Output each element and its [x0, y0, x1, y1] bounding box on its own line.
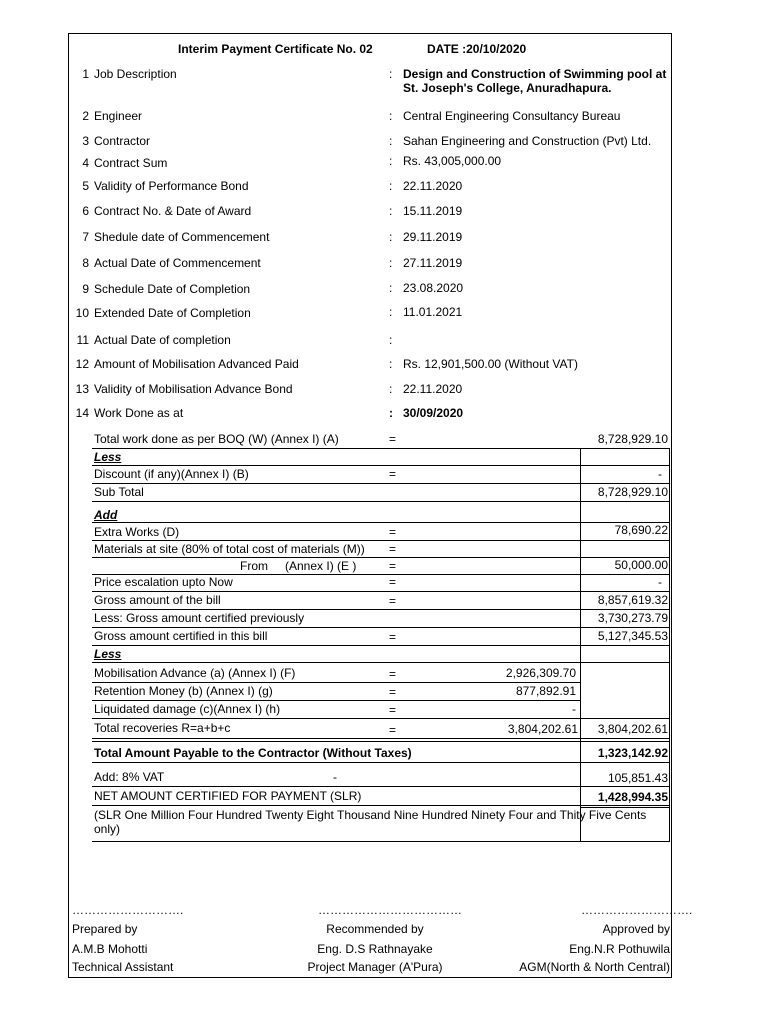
- item-value: Rs. 12,901,500.00 (Without VAT): [403, 357, 578, 371]
- gross-amount-value: 8,857,619.32: [597, 593, 668, 607]
- item-number: 11: [76, 333, 89, 347]
- equals-sign: =: [389, 467, 397, 481]
- item-colon: :: [389, 305, 393, 319]
- add-heading: Add: [94, 508, 118, 522]
- divider: [92, 645, 670, 646]
- item-number: 12: [75, 357, 89, 371]
- item-number: 8: [82, 256, 89, 270]
- item-colon: :: [389, 67, 393, 81]
- extra-works-value: 78,690.22: [614, 523, 668, 537]
- item-label: Contractor: [94, 134, 151, 148]
- less-heading: Less: [94, 450, 122, 464]
- item-label: Validity of Mobilisation Advance Bond: [94, 382, 293, 396]
- recoveries-value-2: 3,804,202.61: [597, 722, 668, 736]
- item-colon: :: [389, 406, 393, 420]
- item-label: Work Done as at: [94, 406, 184, 420]
- item-value: 15.11.2019: [403, 204, 463, 218]
- equals-sign: =: [389, 685, 397, 699]
- signature-line: ………………………………: [318, 903, 462, 917]
- certificate-date: DATE :20/10/2020: [427, 42, 527, 56]
- item-number: 6: [82, 204, 89, 218]
- discount-value: -: [658, 467, 662, 481]
- item-label: Contract No. & Date of Award: [94, 204, 252, 218]
- liquidated-damage-value: -: [572, 702, 576, 716]
- item-value: Sahan Engineering and Construction (Pvt) Ltd.: [403, 134, 652, 148]
- divider: [92, 786, 670, 787]
- amount-in-words: (SLR One Million Four Hundred Twenty Eight Thousand Nine Hundred Ninety Four and Thity Five Cents only): [94, 808, 647, 836]
- approved-by-label: Approved by: [602, 922, 670, 936]
- extra-works-label: Extra Works (D): [94, 525, 180, 539]
- item-colon: :: [389, 281, 393, 295]
- item-label: Contract Sum: [94, 156, 168, 170]
- certificate-frame: [68, 33, 672, 978]
- item-number: 14: [75, 406, 89, 420]
- net-amount-value: 1,428,994.35: [597, 790, 668, 804]
- preparer-title: Technical Assistant: [72, 960, 174, 974]
- subtotal-label: Sub Total: [94, 485, 144, 499]
- item-number: 9: [82, 282, 89, 296]
- equals-sign: =: [389, 723, 397, 737]
- column-border: [669, 448, 670, 841]
- approver-title: AGM(North & North Central): [519, 960, 670, 974]
- item-colon: :: [389, 256, 393, 270]
- item-label: Actual Date of Commencement: [94, 256, 261, 270]
- divider: [92, 540, 670, 541]
- work-done-date: 30/09/2020: [403, 406, 464, 420]
- net-amount-label: NET AMOUNT CERTIFIED FOR PAYMENT (SLR): [94, 789, 362, 803]
- mobilisation-value: 2,926,309.70: [505, 666, 576, 680]
- equals-sign: =: [389, 630, 397, 644]
- item-value: 29.11.2019: [403, 230, 463, 244]
- item-number: 4: [82, 156, 89, 170]
- divider: [92, 501, 670, 502]
- item-colon: :: [389, 179, 393, 193]
- divider: [92, 682, 580, 683]
- previous-certified-value: 3,730,273.79: [597, 611, 668, 625]
- divider: [92, 448, 670, 449]
- retention-value: 877,892.91: [515, 684, 576, 698]
- materials-label: Materials at site (80% of total cost of materials (M)): [94, 542, 365, 556]
- divider: [92, 841, 670, 842]
- item-value: 22.11.2020: [403, 179, 463, 193]
- item-colon: :: [389, 204, 393, 218]
- divider: [92, 483, 670, 484]
- less-heading: Less: [94, 647, 122, 661]
- certificate-title: Interim Payment Certificate No. 02: [178, 42, 373, 56]
- previous-certified-label: Less: Gross amount certified previously: [94, 611, 305, 625]
- liquidated-damage-label: Liquidated damage (c)(Annex I) (h): [94, 702, 281, 716]
- equals-sign: =: [389, 667, 397, 681]
- item-number: 2: [82, 109, 89, 123]
- vat-dash: -: [333, 770, 337, 784]
- divider: [92, 741, 670, 742]
- gross-amount-label: Gross amount of the bill: [94, 593, 221, 607]
- vat-label: Add: 8% VAT: [94, 770, 165, 784]
- this-bill-value: 5,127,345.53: [597, 629, 668, 643]
- item-colon: :: [389, 134, 393, 148]
- equals-sign: =: [389, 542, 397, 556]
- equals-sign: =: [389, 432, 397, 446]
- job-description-value: Design and Construction of Swimming pool at St. Joseph's College, Anuradhapura.: [403, 67, 667, 95]
- item-number: 13: [75, 382, 89, 396]
- subtotal-value: 8,728,929.10: [597, 485, 668, 499]
- item-label: Schedule Date of Completion: [94, 282, 251, 296]
- divider: [92, 662, 670, 663]
- item-colon: :: [389, 230, 393, 244]
- annex-label: (Annex I) (E ): [285, 559, 357, 573]
- recommender-title: Project Manager (A'Pura): [307, 960, 443, 974]
- discount-label: Discount (if any)(Annex I) (B): [94, 467, 249, 481]
- item-value: Rs. 43,005,000.00: [403, 154, 502, 168]
- item-label: Validity of Performance Bond: [94, 179, 249, 193]
- item-label: Extended Date of Completion: [94, 306, 251, 320]
- mobilisation-label: Mobilisation Advance (a) (Annex I) (F): [94, 666, 296, 680]
- item-value: 23.08.2020: [403, 281, 464, 295]
- item-colon: :: [389, 357, 393, 371]
- item-value: 27.11.2019: [403, 256, 463, 270]
- divider: [92, 627, 670, 628]
- total-work-value: 8,728,929.10: [597, 432, 668, 446]
- item-value: 11.01.2021: [403, 305, 463, 319]
- vat-value: 105,851.43: [607, 771, 668, 785]
- item-colon: :: [389, 382, 393, 396]
- divider: [92, 762, 670, 763]
- item-number: 1: [82, 67, 89, 81]
- equals-sign: =: [389, 559, 397, 573]
- materials-value: 50,000.00: [614, 558, 668, 572]
- equals-sign: =: [389, 525, 397, 539]
- equals-sign: =: [389, 575, 397, 589]
- from-label: From: [240, 559, 268, 573]
- item-label: Job Description: [94, 67, 177, 81]
- equals-sign: =: [389, 703, 397, 717]
- recoveries-label: Total recoveries R=a+b+c: [94, 721, 231, 735]
- item-colon: :: [389, 109, 393, 123]
- item-colon: :: [389, 154, 393, 168]
- approver-name: Eng.N.R Pothuwila: [569, 942, 670, 956]
- divider: [92, 700, 580, 701]
- item-label: Amount of Mobilisation Advanced Paid: [94, 357, 299, 371]
- payable-label: Total Amount Payable to the Contractor (Without Taxes): [94, 746, 412, 760]
- escalation-value: -: [658, 575, 662, 589]
- preparer-name: A.M.B Mohotti: [72, 942, 148, 956]
- payable-value: 1,323,142.92: [597, 746, 668, 760]
- item-number: 10: [75, 306, 89, 320]
- item-label: Actual Date of completion: [94, 333, 231, 347]
- equals-sign: =: [389, 594, 397, 608]
- signature-line: ……………………….: [581, 903, 693, 917]
- divider: [92, 609, 670, 610]
- item-number: 3: [82, 134, 89, 148]
- item-number: 5: [82, 179, 89, 193]
- recommended-by-label: Recommended by: [326, 922, 424, 936]
- divider: [92, 718, 670, 719]
- column-border: [580, 448, 581, 841]
- item-label: Shedule date of Commencement: [94, 230, 270, 244]
- recoveries-value-1: 3,804,202.61: [507, 722, 578, 736]
- item-label: Engineer: [94, 109, 143, 123]
- divider: [92, 465, 670, 466]
- item-value: Central Engineering Consultancy Bureau: [403, 109, 621, 123]
- item-colon: :: [389, 333, 393, 347]
- recommender-name: Eng. D.S Rathnayake: [317, 942, 433, 956]
- this-bill-label: Gross amount certified in this bill: [94, 629, 268, 643]
- item-number: 7: [82, 230, 89, 244]
- total-work-label: Total work done as per BOQ (W) (Annex I) (A): [94, 432, 339, 446]
- prepared-by-label: Prepared by: [72, 922, 138, 936]
- divider: [92, 738, 670, 739]
- signature-line: ……………………….: [72, 903, 184, 917]
- escalation-label: Price escalation upto Now: [94, 575, 233, 589]
- item-value: 22.11.2020: [403, 382, 463, 396]
- divider: [92, 591, 670, 592]
- divider: [92, 805, 670, 806]
- retention-label: Retention Money (b) (Annex I) (g): [94, 684, 273, 698]
